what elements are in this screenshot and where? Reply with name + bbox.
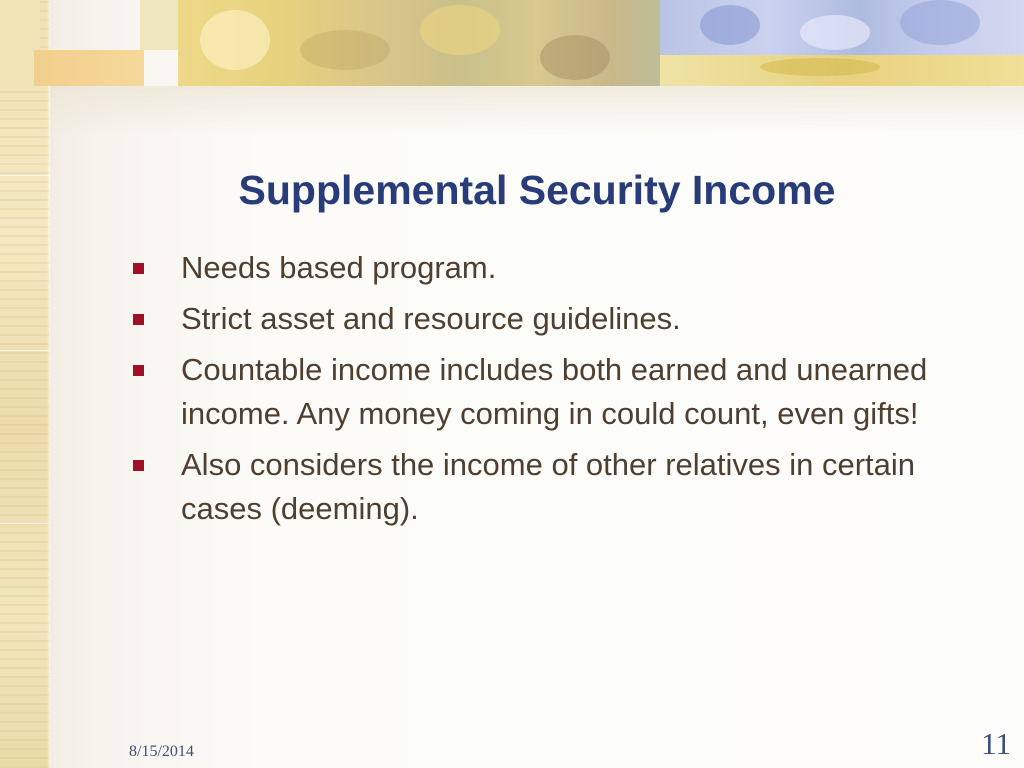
strip-divider xyxy=(0,523,50,524)
bullet-text: Countable income includes both earned and unearned income. Any money coming in could count, even gifts! xyxy=(181,352,928,431)
left-texture-strip xyxy=(0,0,50,768)
bullet-item xyxy=(128,297,978,341)
slide-number: 11 xyxy=(981,726,1011,761)
square-bullet-icon xyxy=(133,263,144,274)
slide-title: Supplemental Security Income xyxy=(238,167,836,213)
bullet-item xyxy=(128,348,978,436)
bullet-text: Also considers the income of other relatives in certain cases (deeming). xyxy=(181,447,916,526)
strip-divider xyxy=(0,350,50,351)
decorative-leaf-banner xyxy=(0,0,1024,86)
bullet-item xyxy=(128,246,978,290)
square-bullet-icon xyxy=(133,460,144,471)
banner-shadow xyxy=(50,86,1024,136)
square-bullet-icon xyxy=(133,314,144,325)
bullet-list xyxy=(128,246,978,538)
bullet-text: Strict asset and resource guidelines. xyxy=(181,301,681,336)
bullet-item xyxy=(128,443,978,531)
footer-date: 8/15/2014 xyxy=(129,743,194,760)
square-bullet-icon xyxy=(133,365,144,376)
bullet-text: Needs based program. xyxy=(181,250,497,285)
strip-divider xyxy=(0,175,50,176)
